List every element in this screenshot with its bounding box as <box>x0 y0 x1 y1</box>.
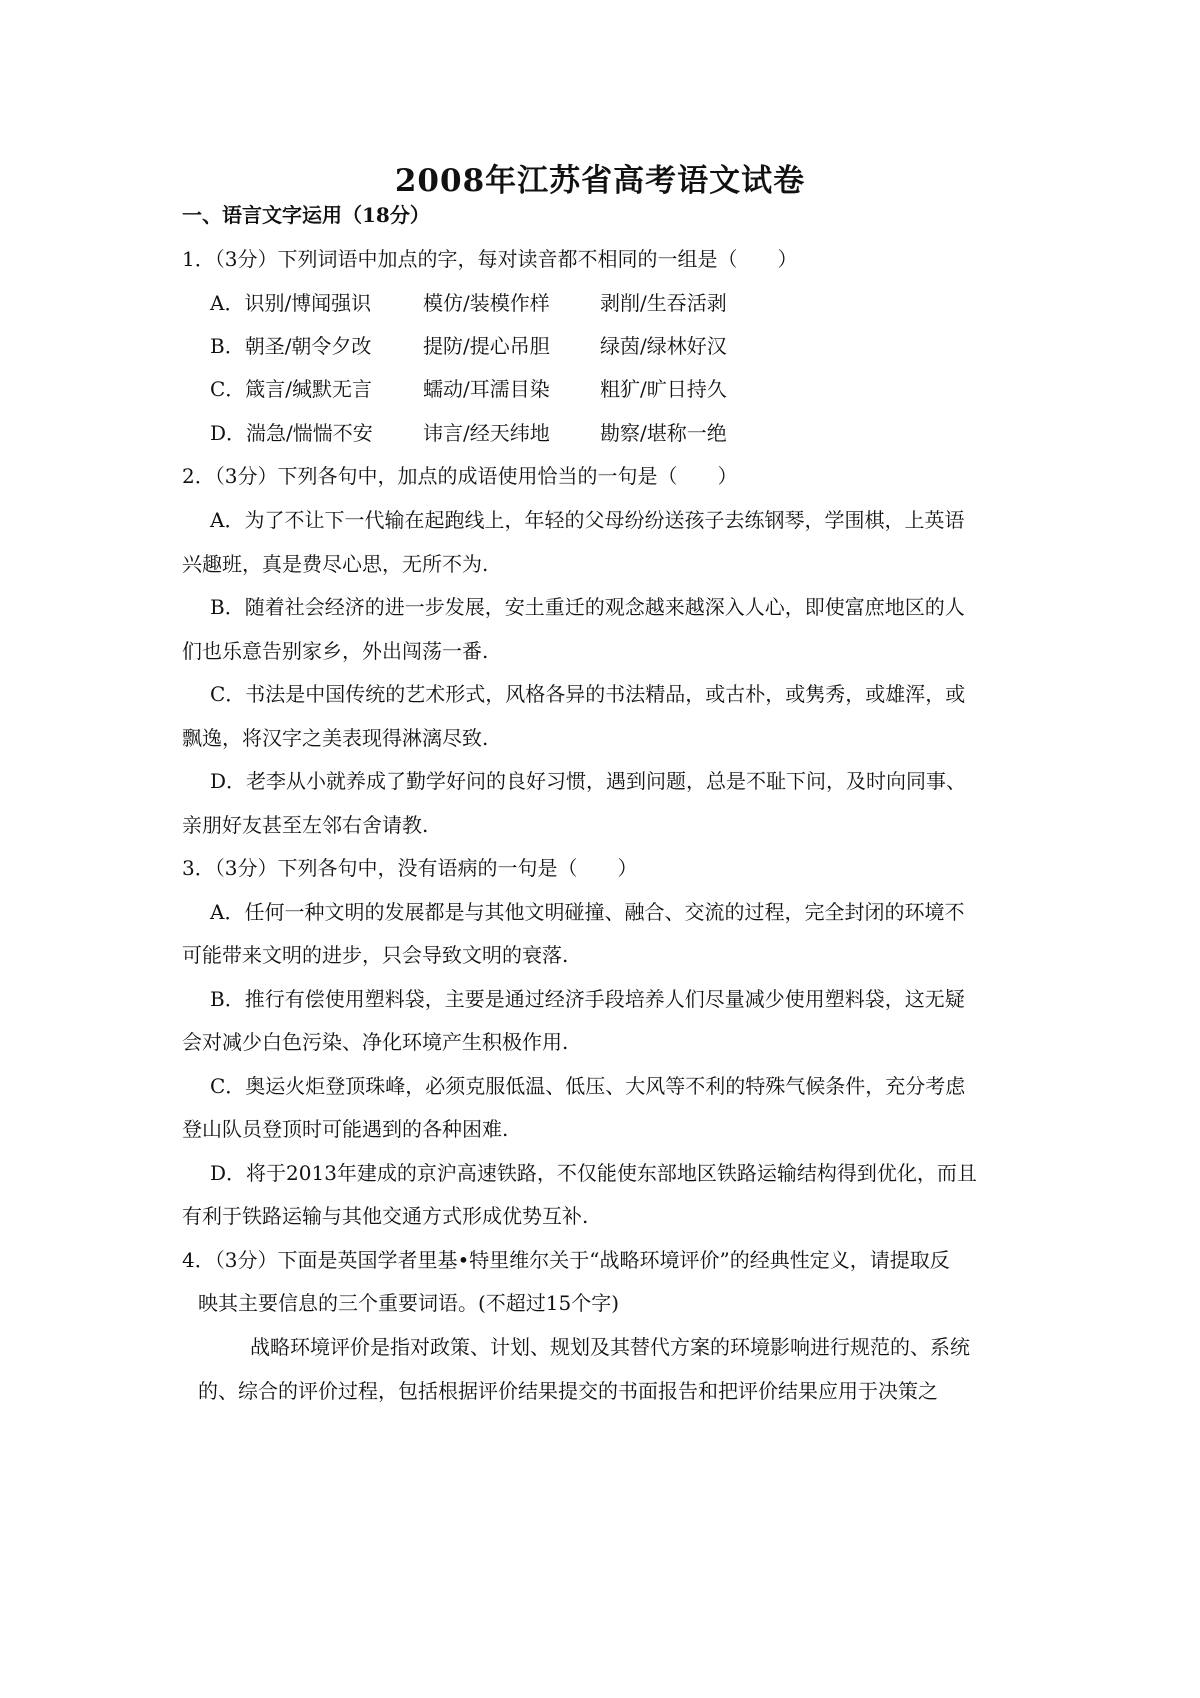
question-3-option-a: A．任何一种文明的发展都是与其他文明碰撞、融合、交流的过程，完全封闭的环境不 <box>210 900 965 924</box>
option-cell: A．识别/博闻强识 <box>210 291 372 315</box>
option-cell: B．朝圣/朝令夕改 <box>210 334 372 358</box>
question-2-stem: 2．（3分）下列各句中，加点的成语使用恰当的一句是（ ） <box>182 464 738 488</box>
question-2-option-a-cont: 兴趣班，真是费尽心思，无所不为. <box>182 552 489 576</box>
question-2-option-c-cont: 飘逸，将汉字之美表现得淋漓尽致. <box>182 726 489 750</box>
option-cell: 讳言/经天纬地 <box>423 421 550 445</box>
question-2-option-a: A．为了不让下一代输在起跑线上，年轻的父母纷纷送孩子去练钢琴，学围棋，上英语 <box>210 508 965 532</box>
question-3-option-c-cont: 登山队员登顶时可能遇到的各种困难. <box>182 1117 509 1141</box>
page-title: 2008年江苏省高考语文试卷 <box>394 163 806 199</box>
question-3-option-a-cont: 可能带来文明的进步，只会导致文明的衰落. <box>182 943 569 967</box>
option-cell: 剥削/生吞活剥 <box>600 291 727 315</box>
option-cell: 勘察/堪称一绝 <box>600 421 727 445</box>
question-2-option-c: C．书法是中国传统的艺术形式，风格各异的书法精品，或古朴，或隽秀，或雄浑，或 <box>210 682 966 706</box>
question-3-option-d: D．将于2013年建成的京沪高速铁路，不仅能使东部地区铁路运输结构得到优化，而且 <box>210 1161 977 1185</box>
question-2-option-d-cont: 亲朋好友甚至左邻右舍请教. <box>182 813 429 837</box>
question-1-stem: 1．（3分）下列词语中加点的字，每对读音都不相同的一组是（ ） <box>182 247 798 271</box>
option-cell: 模仿/装模作样 <box>423 291 550 315</box>
option-cell: 蠕动/耳濡目染 <box>423 377 550 401</box>
question-4-passage-cont: 的、综合的评价过程，包括根据评价结果提交的书面报告和把评价结果应用于决策之 <box>198 1379 938 1403</box>
question-4-stem-cont: 映其主要信息的三个重要词语。(不超过15个字) <box>198 1291 620 1315</box>
option-cell: 粗犷/旷日持久 <box>600 377 727 401</box>
question-2-option-d: D．老李从小就养成了勤学好问的良好习惯，遇到问题，总是不耻下问，及时向同事、 <box>210 769 967 793</box>
option-cell: D．湍急/惴惴不安 <box>210 421 373 445</box>
option-cell: 提防/提心吊胆 <box>423 334 550 358</box>
question-3-stem: 3．（3分）下列各句中，没有语病的一句是（ ） <box>182 856 638 880</box>
option-cell: 绿茵/绿林好汉 <box>600 334 727 358</box>
section-heading: 一、语言文字运用（18分） <box>182 203 430 227</box>
question-3-option-b-cont: 会对减少白色污染、净化环境产生积极作用. <box>182 1030 569 1054</box>
option-cell: C．箴言/缄默无言 <box>210 377 373 401</box>
question-4-stem: 4．（3分）下面是英国学者里基•特里维尔关于“战略环境评价”的经典性定义，请提取反 <box>182 1248 950 1272</box>
question-3-option-b: B．推行有偿使用塑料袋，主要是通过经济手段培养人们尽量减少使用塑料袋，这无疑 <box>210 987 965 1011</box>
question-2-option-b: B．随着社会经济的进一步发展，安土重迁的观念越来越深入人心，即使富庶地区的人 <box>210 595 965 619</box>
question-3-option-d-cont: 有利于铁路运输与其他交通方式形成优势互补. <box>182 1204 589 1228</box>
question-2-option-b-cont: 们也乐意告别家乡，外出闯荡一番. <box>182 639 489 663</box>
question-3-option-c: C．奥运火炬登顶珠峰，必须克服低温、低压、大风等不利的特殊气候条件，充分考虑 <box>210 1074 966 1098</box>
question-4-passage: 战略环境评价是指对政策、计划、规划及其替代方案的环境影响进行规范的、系统 <box>250 1335 970 1359</box>
